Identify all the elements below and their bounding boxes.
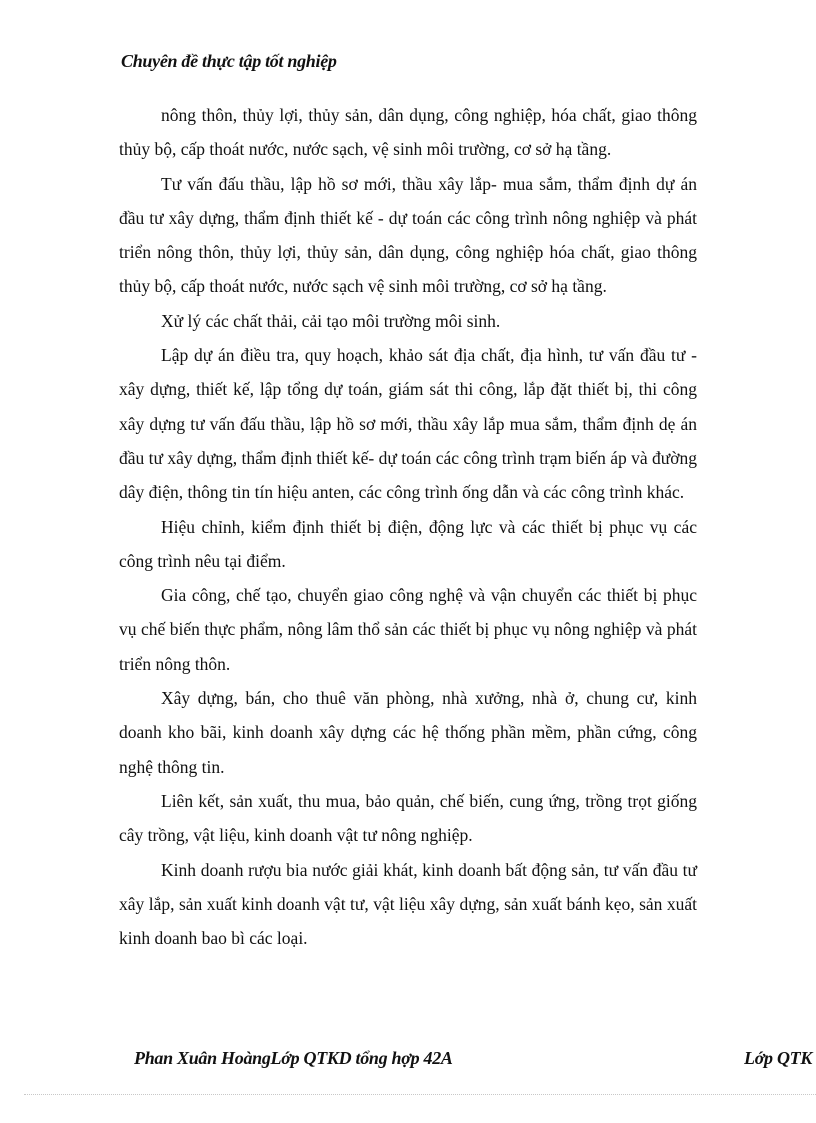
paragraph: Gia công, chế tạo, chuyển giao công nghệ và vận chuyển các thiết bị phục vụ chế biến thực phẩm, nông lâm thổ sản các thiết bị phục vụ nông nghiệp và phát triển nông thôn. xyxy=(119,585,697,674)
footer-class-repeat: Lớp QTK xyxy=(744,1048,813,1068)
paragraph: nông thôn, thủy lợi, thủy sản, dân dụng, công nghiệp, hóa chất, giao thông thủy bộ, cấp thoát nước, nước sạch, vệ sinh môi trường, cơ sở hạ tầng. xyxy=(119,105,697,160)
paragraph: Xây dựng, bán, cho thuê văn phòng, nhà xưởng, nhà ở, chung cư, kinh doanh kho bãi, kinh doanh xây dựng các hệ thống phần mềm, phần cứng, công nghệ thông tin. xyxy=(119,688,697,777)
paragraph: Liên kết, sản xuất, thu mua, bảo quản, chế biến, cung ứng, trồng trọt giống cây trồng, vật liệu, kinh doanh vật tư nông nghiệp. xyxy=(119,790,697,846)
paragraph: Lập dự án điều tra, quy hoạch, khảo sát địa chất, địa hình, tư vấn đầu tư - xây dựng, thiết kế, lập tổng dự toán, giám sát thi công, lắp đặt thiết bị, thi công xây dựng tư vấn đấu thầu, lập hồ sơ mới, thầu xây lắp mua sắm, thẩm định dẹ án đầu tư xây dựng, thẩm định thiết kế- dự toán các công trình trạm biến áp và đường dây điện, thông tin tín hiệu anten, các công trình ống dẫn và các công trình khác. xyxy=(119,345,697,503)
paragraph: Hiệu chỉnh, kiểm định thiết bị điện, động lực và các thiết bị phục vụ các công trình nêu tại điểm. xyxy=(119,516,697,571)
body-text xyxy=(119,98,697,955)
page-footer xyxy=(0,1048,816,1078)
bottom-divider xyxy=(24,1094,816,1095)
footer-author-class: Phan Xuân HoàngLớp QTKD tổng hợp 42A xyxy=(134,1048,453,1068)
paragraph: Tư vấn đấu thầu, lập hồ sơ mới, thầu xây lắp- mua sắm, thẩm định dự án đầu tư xây dựng, thẩm định thiết kế - dự toán các công trình nông nghiệp và phát triển nông thôn, thủy lợi, thủy sản, dân dụng, công nghiệp hóa chất, giao thông thủy bộ, cấp thoát nước, nước sạch vệ sinh môi trường, cơ sở hạ tầng. xyxy=(119,173,697,297)
paragraph: Xử lý các chất thải, cải tạo môi trường môi sinh. xyxy=(161,310,501,331)
page-header: Chuyên đề thực tập tốt nghiệp xyxy=(121,51,337,71)
paragraph: Kinh doanh rượu bia nước giải khát, kinh doanh bất động sản, tư vấn đầu tư xây lắp, sản xuất kinh doanh vật tư, vật liệu xây dựng, sản xuất bánh kẹo, sản xuất kinh doanh bao bì các loại. xyxy=(119,859,697,949)
